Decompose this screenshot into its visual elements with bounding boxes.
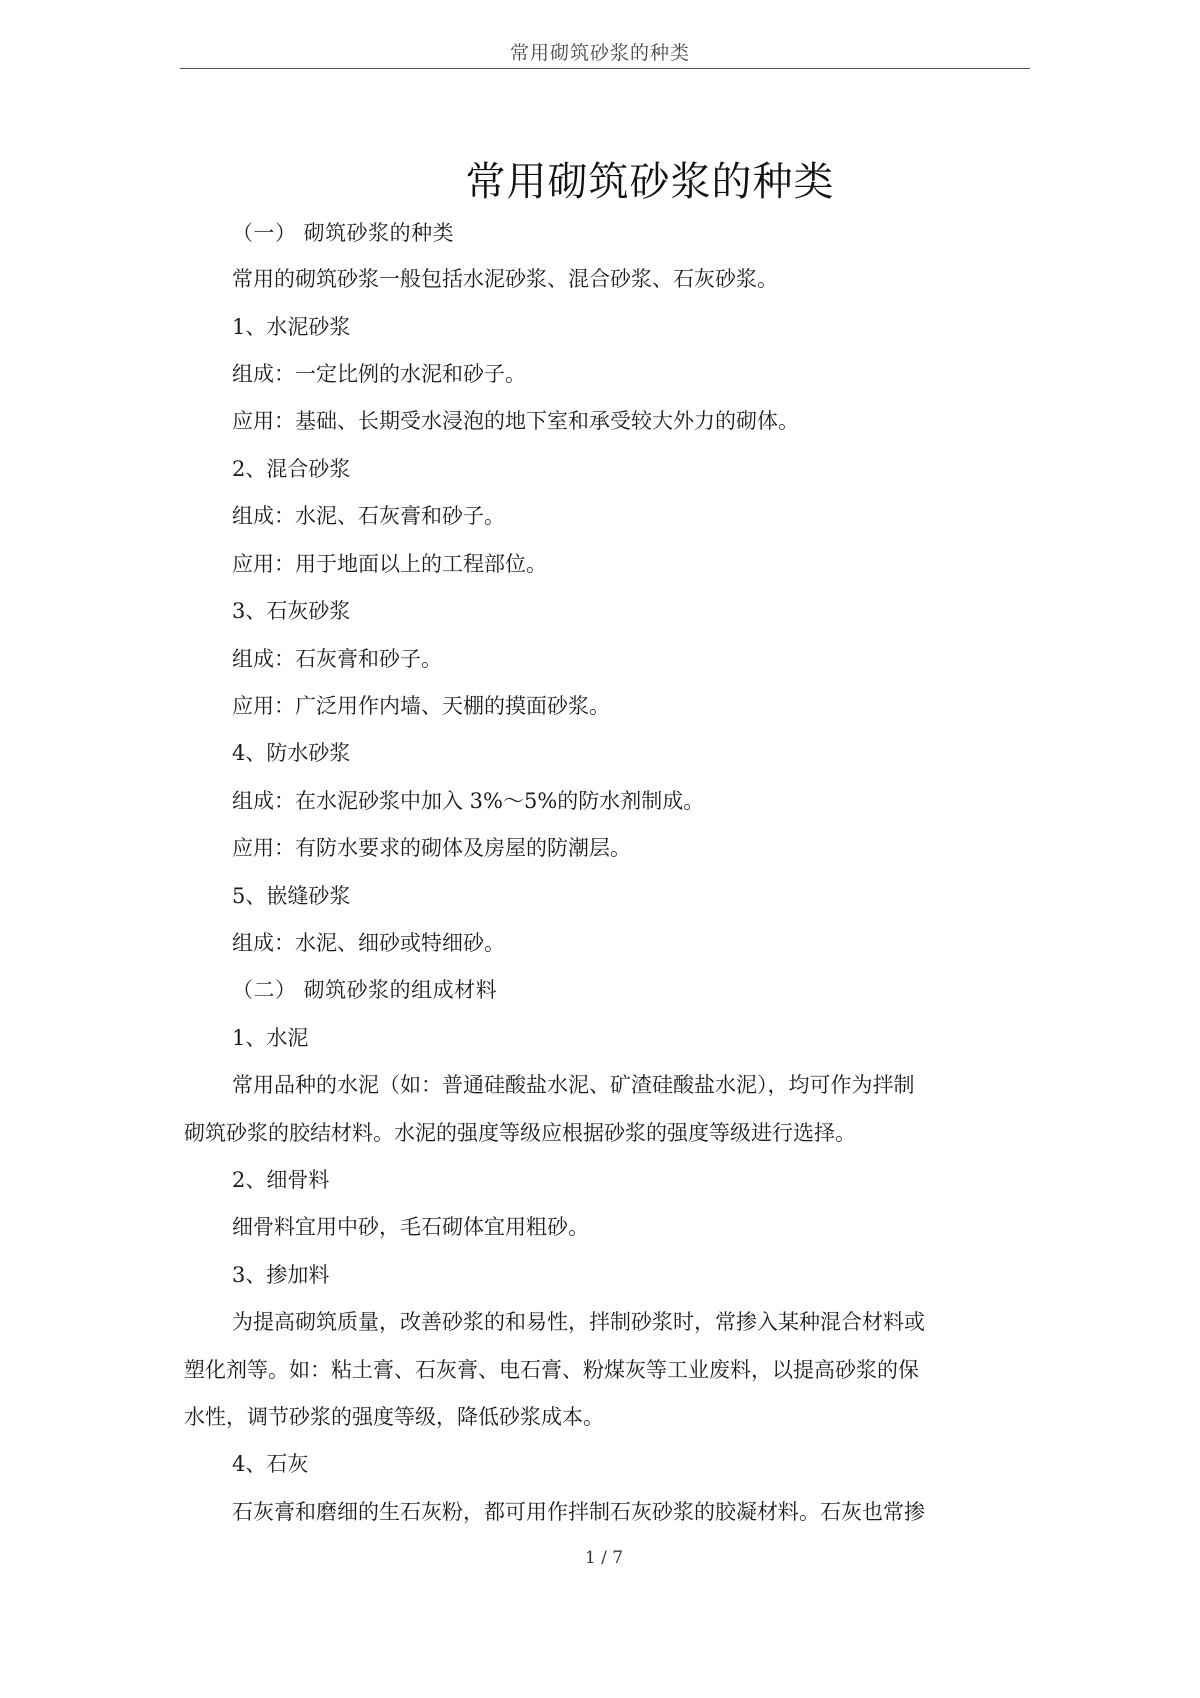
section-heading-1: （一） 砌筑砂浆的种类: [232, 221, 455, 245]
paragraph: 常用的砌筑砂浆一般包括水泥砂浆、混合砂浆、石灰砂浆。: [232, 267, 778, 291]
paragraph-continuation: 砌筑砂浆的胶结材料。水泥的强度等级应根据砂浆的强度等级进行选择。: [184, 1121, 856, 1145]
paragraph: 应用：基础、长期受水浸泡的地下室和承受较大外力的砌体。: [232, 409, 799, 433]
paragraph-continuation: 水性，调节砂浆的强度等级，降低砂浆成本。: [184, 1405, 604, 1429]
paragraph: 常用品种的水泥（如：普通硅酸盐水泥、矿渣硅酸盐水泥），均可作为拌制: [232, 1073, 915, 1097]
paragraph: 组成：石灰膏和砂子。: [232, 647, 442, 671]
paragraph: 组成：一定比例的水泥和砂子。: [232, 362, 526, 386]
document-title: 常用砌筑砂浆的种类: [465, 159, 835, 205]
subheading: 2、混合砂浆: [232, 457, 351, 481]
subheading: 1、水泥砂浆: [232, 315, 351, 339]
paragraph: 细骨料宜用中砂，毛石砌体宜用粗砂。: [232, 1215, 589, 1239]
paragraph: 石灰膏和磨细的生石灰粉，都可用作拌制石灰砂浆的胶凝材料。石灰也常掺: [232, 1500, 925, 1524]
header-divider: [180, 68, 1030, 69]
subheading: 2、细骨料: [232, 1168, 330, 1192]
paragraph: 为提高砌筑质量，改善砂浆的和易性，拌制砂浆时，常掺入某种混合材料或: [232, 1310, 925, 1334]
subheading: 3、掺加料: [232, 1263, 330, 1287]
paragraph: 应用：有防水要求的砌体及房屋的防潮层。: [232, 836, 631, 860]
paragraph: 组成：水泥、石灰膏和砂子。: [232, 504, 505, 528]
subheading: 5、嵌缝砂浆: [232, 884, 351, 908]
paragraph: 组成：在水泥砂浆中加入 3%～5%的防水剂制成。: [232, 789, 705, 813]
subheading: 4、石灰: [232, 1452, 309, 1476]
paragraph: 组成：水泥、细砂或特细砂。: [232, 931, 505, 955]
subheading: 1、水泥: [232, 1026, 309, 1050]
paragraph: 应用：广泛用作内墙、天棚的摸面砂浆。: [232, 694, 610, 718]
page-number: 1 / 7: [584, 1548, 624, 1568]
running-header: 常用砌筑砂浆的种类: [509, 42, 690, 64]
subheading: 4、防水砂浆: [232, 741, 351, 765]
subheading: 3、石灰砂浆: [232, 599, 351, 623]
paragraph: 应用：用于地面以上的工程部位。: [232, 552, 547, 576]
paragraph-continuation: 塑化剂等。如：粘土膏、石灰膏、电石膏、粉煤灰等工业废料，以提高砂浆的保: [184, 1358, 919, 1382]
section-heading-2: （二） 砌筑砂浆的组成材料: [232, 978, 498, 1002]
